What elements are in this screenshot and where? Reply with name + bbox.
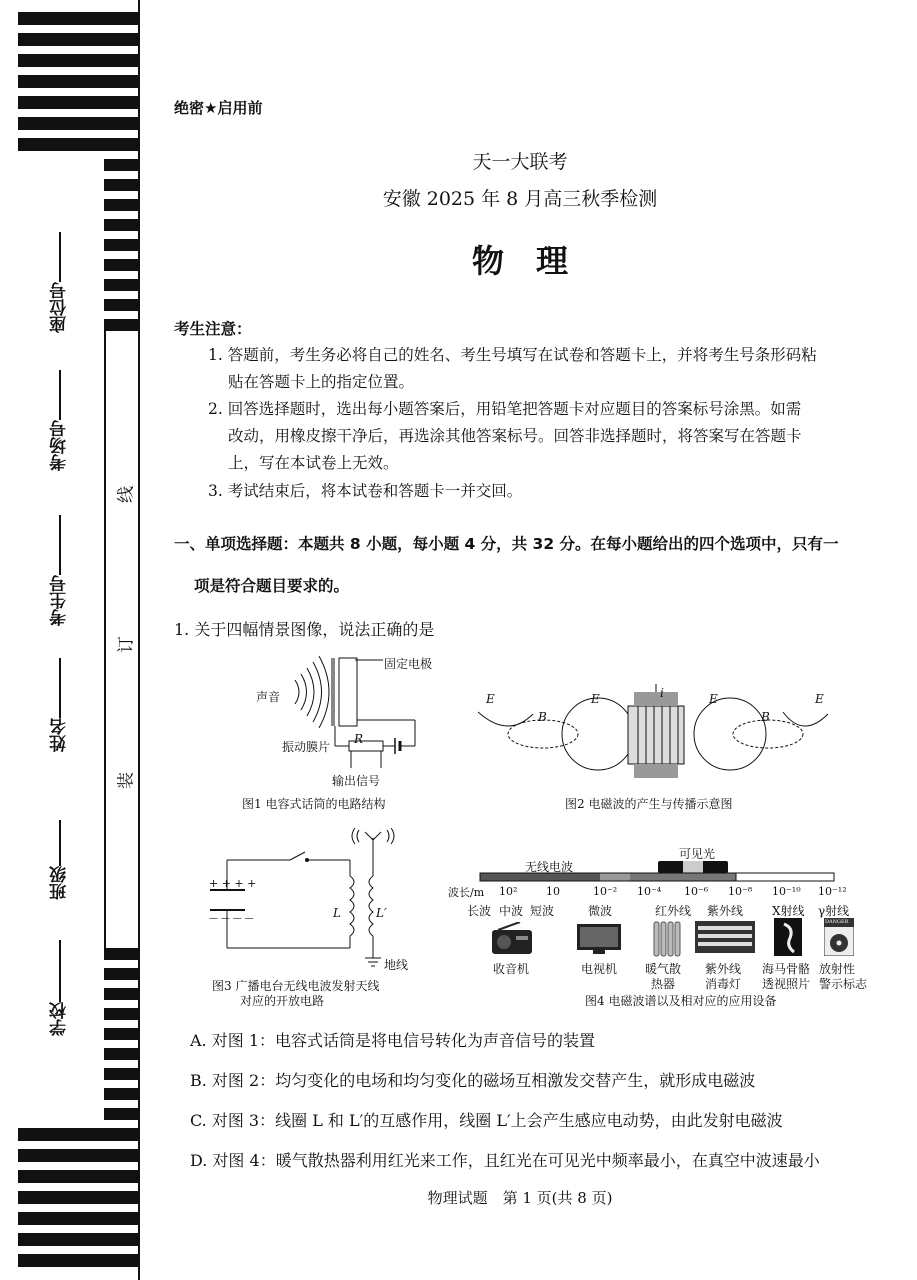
- stripe: [18, 1149, 140, 1162]
- tick-label: 10⁻¹⁰: [772, 885, 801, 898]
- ground-label: 地线: [384, 958, 409, 972]
- stripe: [104, 279, 140, 291]
- band-label: 微波: [588, 904, 613, 918]
- tv-icon: [575, 922, 623, 956]
- tick-label: 10²: [499, 885, 518, 898]
- stripe: [18, 1128, 140, 1141]
- tick-label: 10⁻²: [593, 885, 618, 898]
- uv-lamp-icon: [694, 920, 756, 954]
- danger-text: DANGER: [825, 919, 849, 925]
- notice-item: 上，写在本试卷上无效。: [228, 454, 399, 472]
- stripe: [104, 988, 140, 1000]
- notice-item: 2. 回答选择题时，选出每小题答案后，用铅笔把答题卡对应题目的答案标号涂黑。如需: [208, 400, 802, 418]
- band-label: γ射线: [818, 904, 850, 918]
- notice-item: 贴在答题卡上的指定位置。: [228, 373, 415, 391]
- binding-char-zhuang: 装: [116, 772, 137, 789]
- label-B: B: [761, 710, 770, 724]
- stripe: [18, 1212, 140, 1225]
- stripe: [104, 1008, 140, 1020]
- device-label: 警示标志: [819, 977, 868, 991]
- section-heading: 一、单项选择题：本题共 8 小题，每小题 4 分，共 32 分。在每小题给出的四个选项中，只有一: [174, 535, 839, 553]
- name-field[interactable]: 姓名: [48, 658, 72, 752]
- band-label: 中波: [499, 904, 524, 918]
- exam-number-field[interactable]: 考生号: [48, 515, 72, 626]
- label-E: E: [709, 692, 718, 706]
- stripe: [104, 319, 140, 331]
- negative-charges: — — — —: [209, 914, 254, 924]
- stripe: [18, 138, 140, 151]
- device-label: 放射性: [819, 962, 856, 976]
- stripe: [18, 96, 140, 109]
- electrode-label: 固定电极: [384, 657, 433, 671]
- stripe: [104, 219, 140, 231]
- band-label: 紫外线: [707, 904, 744, 918]
- stripe: [18, 1170, 140, 1183]
- visible-light-label: 可见光: [679, 847, 716, 861]
- label-E: E: [486, 692, 495, 706]
- device-label: 消毒灯: [705, 977, 742, 991]
- notice-item: 1. 答题前，考生务必将自己的姓名、考生号填写在试卷和答题卡上，并将考生号条形码粘: [208, 346, 817, 364]
- notice-item: 3. 考试结束后，将本试卷和答题卡一并交回。: [208, 482, 523, 500]
- figure-1-caption: 图1 电容式话筒的电路结构: [242, 797, 386, 811]
- membrane-label: 振动膜片: [282, 740, 331, 754]
- class-field[interactable]: 班级: [48, 820, 72, 900]
- tick-label: 10⁻⁸: [728, 885, 753, 898]
- notice-title: 考生注意：: [174, 320, 252, 338]
- stripe: [104, 1108, 140, 1120]
- organizer-title: 天一大联考: [472, 151, 568, 173]
- binding-char-line: 线: [116, 486, 137, 503]
- radio-wave-label: 无线电波: [525, 860, 574, 874]
- figure-4-caption: 图4 电磁波谱以及相对应的应用设备: [585, 994, 777, 1008]
- exam-room-field[interactable]: 考场号: [48, 370, 72, 471]
- band-label: X射线: [772, 904, 805, 918]
- question-stem: 1. 关于四幅情景图像，说法正确的是: [174, 620, 435, 639]
- page-footer: 物理试题 第 1 页(共 8 页): [427, 1189, 613, 1207]
- output-label: 输出信号: [332, 774, 381, 788]
- binding-char-ding: 订: [116, 636, 137, 653]
- open-circuit-diagram: [205, 828, 415, 973]
- stripe: [18, 54, 140, 67]
- secret-label: 绝密★启用前: [174, 99, 263, 117]
- device-label: 热器: [651, 977, 676, 991]
- option-c: C. 对图 3：线圈 L 和 L′的互感作用，线圈 L′上会产生感应电动势，由此发射电磁波: [190, 1111, 783, 1130]
- stripe: [104, 968, 140, 980]
- stripe: [104, 1088, 140, 1100]
- band-label: 短波: [530, 904, 555, 918]
- stripe: [104, 1028, 140, 1040]
- radiator-icon: [652, 918, 686, 958]
- coil-L-label: L: [333, 906, 341, 920]
- positive-charges: + + + +: [209, 877, 257, 890]
- stripe: [18, 1254, 140, 1267]
- em-wave-diagram: [478, 684, 828, 786]
- device-label: 暖气散: [645, 962, 682, 976]
- resistor-label: R: [354, 732, 364, 746]
- stripe: [104, 239, 140, 251]
- option-d: D. 对图 4：暖气散热器利用红光来工作，且红光在可见光中频率最小，在真空中波速最小: [190, 1151, 820, 1170]
- wavelength-label: 波长/m: [448, 886, 485, 899]
- stripe: [18, 12, 140, 25]
- device-label: 电视机: [581, 962, 618, 976]
- label-E: E: [815, 692, 824, 706]
- stripe: [104, 259, 140, 271]
- school-field[interactable]: 学校: [48, 940, 72, 1036]
- stripe: [18, 1191, 140, 1204]
- figure-2-caption: 图2 电磁波的产生与传播示意图: [565, 797, 733, 811]
- tick-label: 10⁻¹²: [818, 885, 847, 898]
- device-label: 海马骨骼: [762, 962, 811, 976]
- device-label: 透视照片: [762, 977, 811, 991]
- stripe: [104, 1048, 140, 1060]
- stripe: [18, 75, 140, 88]
- figure-3-caption-line2: 对应的开放电路: [240, 994, 325, 1008]
- label-i: i: [660, 686, 664, 700]
- option-a: A. 对图 1：电容式话筒是将电信号转化为声音信号的装置: [190, 1031, 595, 1050]
- figure-3-caption: 图3 广播电台无线电波发射天线: [212, 979, 380, 993]
- stripe: [18, 1233, 140, 1246]
- stripe: [104, 948, 140, 960]
- stripe: [104, 179, 140, 191]
- notice-item: 改动，用橡皮擦干净后，再选涂其他答案标号。回答非选择题时，将答案写在答题卡: [228, 427, 802, 445]
- label-B: B: [538, 710, 547, 724]
- tick-label: 10: [546, 885, 560, 898]
- stripe: [18, 33, 140, 46]
- band-label: 长波: [467, 904, 492, 918]
- subject-title: 物 理: [471, 242, 568, 280]
- seat-number-field[interactable]: 座位号: [48, 232, 72, 333]
- stripe: [18, 117, 140, 130]
- stripe: [104, 199, 140, 211]
- tick-label: 10⁻⁶: [684, 885, 709, 898]
- radio-icon: [490, 922, 534, 956]
- tick-label: 10⁻⁴: [637, 885, 662, 898]
- section-heading-cont: 项是符合题目要求的。: [194, 577, 350, 595]
- label-E: E: [591, 692, 600, 706]
- exam-title: 安徽 2025 年 8 月高三秋季检测: [382, 188, 658, 210]
- device-label: 紫外线: [705, 962, 742, 976]
- option-b: B. 对图 2：均匀变化的电场和均匀变化的磁场互相激发交替产生，就形成电磁波: [190, 1071, 756, 1090]
- binding-line: [104, 330, 106, 950]
- sound-label: 声音: [256, 690, 281, 704]
- band-label: 红外线: [655, 904, 692, 918]
- device-label: 收音机: [493, 962, 530, 976]
- stripe: [104, 1068, 140, 1080]
- stripe: [104, 299, 140, 311]
- coil-Lprime-label: L′: [376, 906, 387, 920]
- stripe: [104, 159, 140, 171]
- xray-photo-icon: [774, 918, 802, 956]
